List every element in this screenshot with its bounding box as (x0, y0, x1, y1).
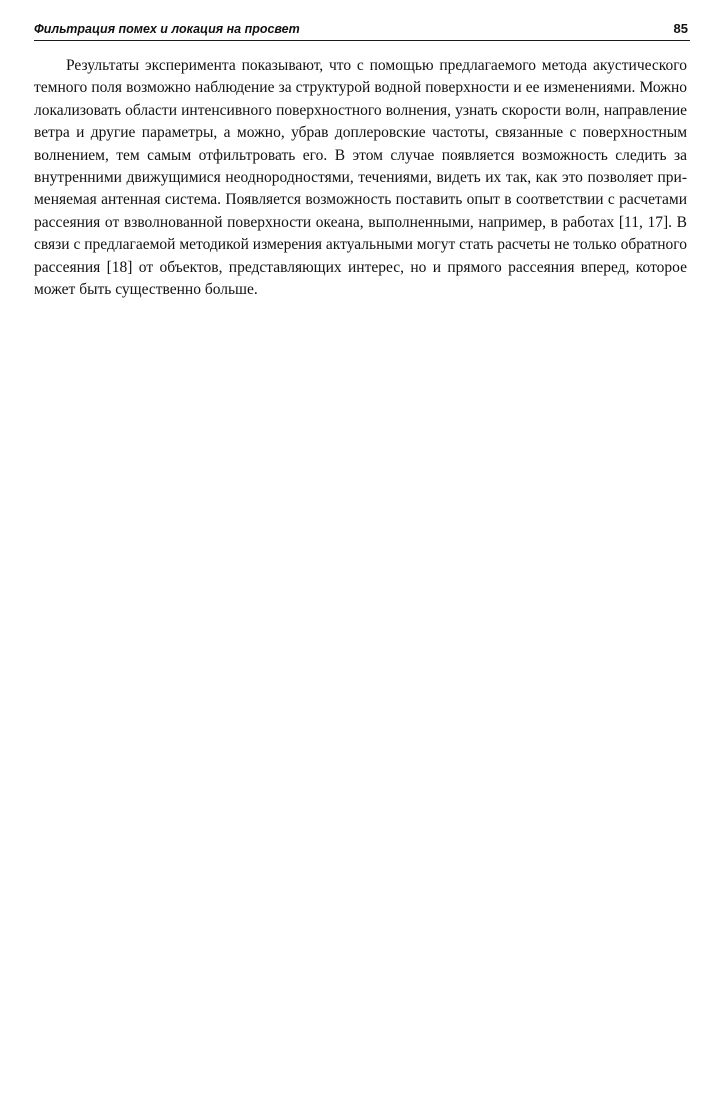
page-number: 85 (673, 21, 688, 36)
running-header (34, 20, 690, 41)
body-paragraph: Результаты эксперимента показывают, что с помощью предлагаемого метода акустического темного поля возможно наблюдение за структурой водной поверхности и ее изменениями. Можно локализовать области интенсивного поверхностного волнения, узнать скорости волн, направление ветра и другие параметры, а можно, убрав доплеровские частоты, связанные с поверхностным волнением, тем самым отфильтровать его. В этом случае появляется возможность следить за внутренними движущимися неоднородностями, течениями, видеть их так, как это позволяет применяемая антенная система. Появляется возможность поставить опыт в соответствии с расчетами рассеяния от взволнованной поверхности океана, выполненными, например, в работах [11, 17]. В связи с предлагаемой методикой измерения актуальными могут стать расчеты не только обратного рассеяния [18] от объектов, представляющих интерес, но и прямого рассеяния вперед, которое может быть существенно больше. (34, 57, 687, 299)
running-title: Фильтрация помех и локация на просвет (34, 22, 300, 36)
